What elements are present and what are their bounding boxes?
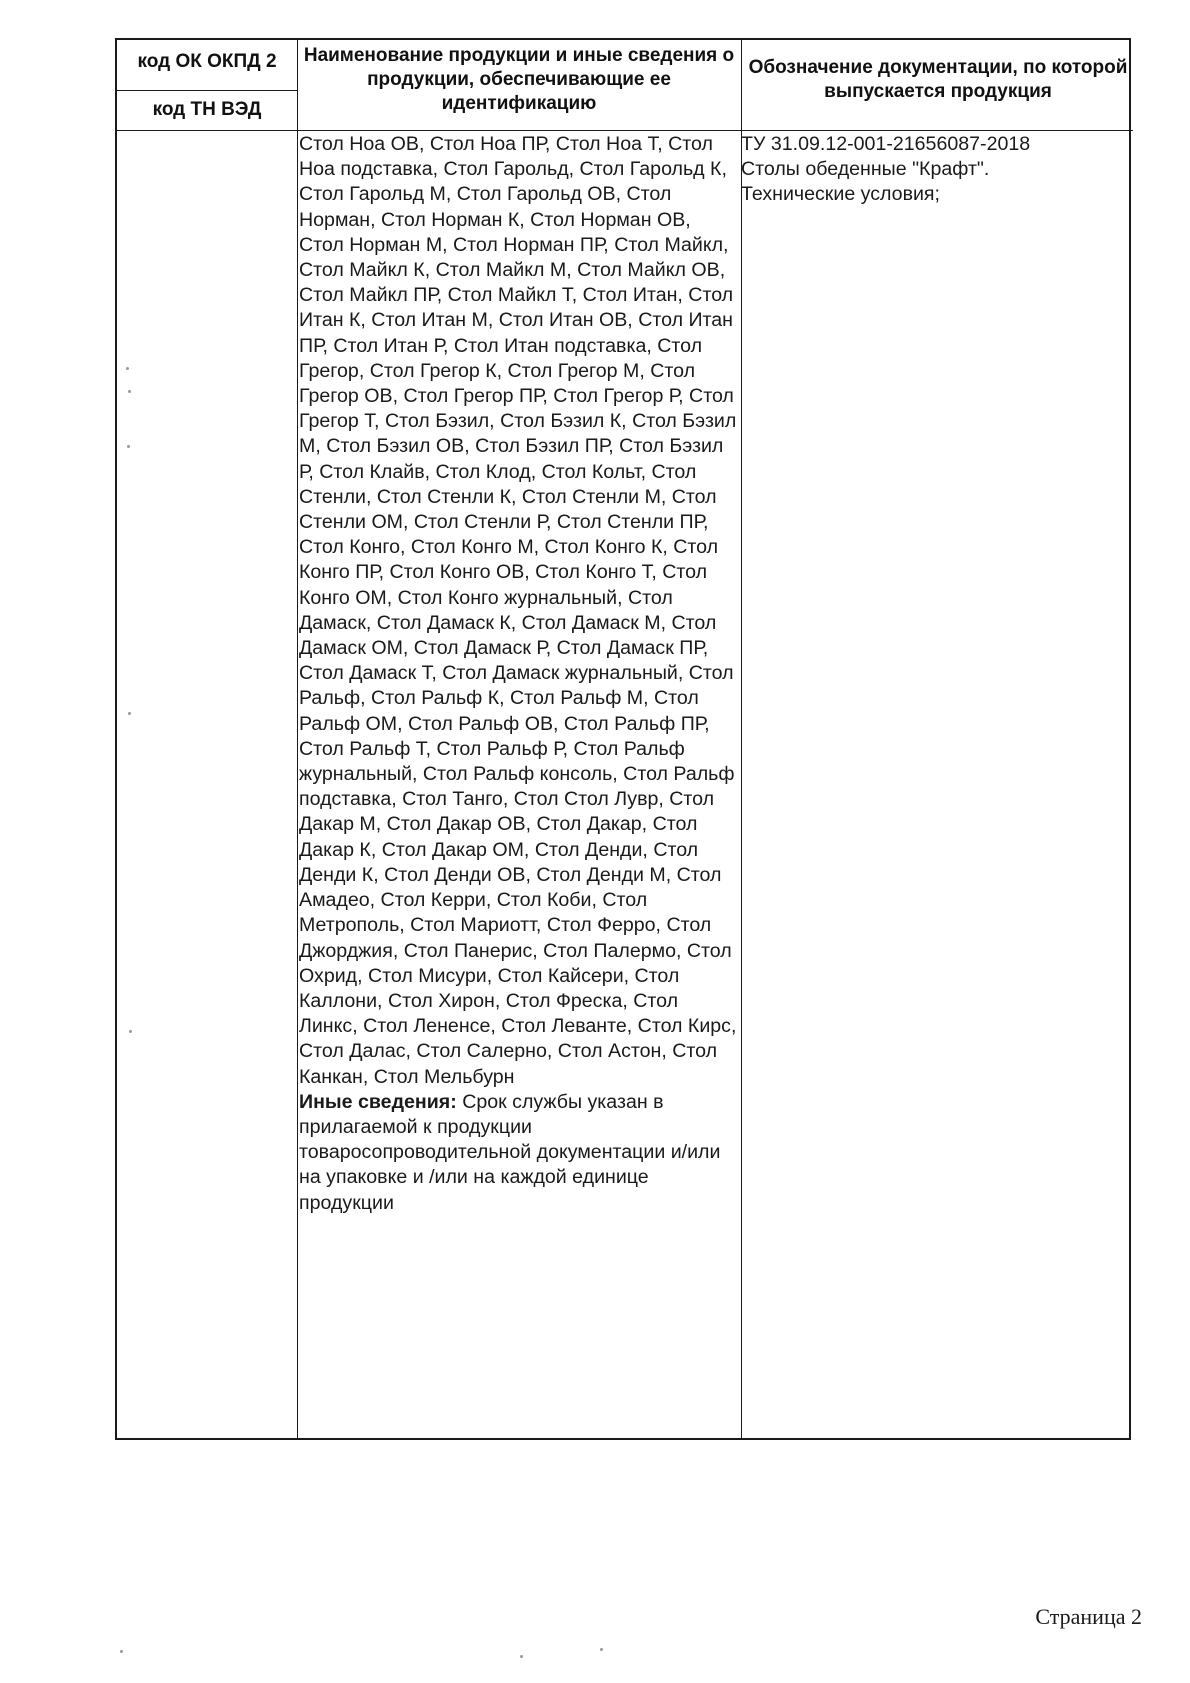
column-divider-code [297,40,298,1438]
header-documentation: Обозначение документации, по которой выпускается продукция [748,57,1128,102]
tu-title: Столы обеденные "Крафт". [741,158,990,181]
scan-speck [127,445,130,448]
other-info-label: Иные сведения: [299,1090,457,1113]
header-code-okpd: код ОК ОКПД 2 [137,51,277,72]
product-list-cell [299,132,737,1216]
other-info-paragraph [299,1090,737,1216]
scan-speck [126,367,129,370]
column-divider-name [741,40,742,1438]
scan-speck [129,1030,132,1033]
documentation-cell [741,132,1121,208]
scan-speck [520,1655,523,1658]
page-number: Страница 2 [1035,1604,1142,1629]
other-info-text: Срок службы указан в прилагаемой к продукции товаросопроводительной документации и/или на упаковке и /или на каждой единице продукции [299,1090,721,1214]
header-product-name: Наименование продукции и иные сведения о продукции, обеспечивающие ее идентификацию [303,45,735,114]
product-table [115,38,1131,1440]
scan-speck [600,1648,603,1651]
scan-speck [128,390,131,393]
scan-speck [128,712,131,715]
tu-code: ТУ 31.09.12-001-21656087-2018 [741,133,1031,155]
header-code-tnved: код ТН ВЭД [152,99,262,120]
scan-speck [120,1650,123,1653]
code-header-divider [117,90,297,91]
tu-subtitle: Технические условия; [741,183,940,206]
product-list-text: Стол Ноа ОВ, Стол Ноа ПР, Стол Ноа Т, Стол Ноа подставка, Стол Гарольд, Стол Гарольд К, Стол Гарольд М, Стол Гарольд ОВ, Стол Норман, Стол Норман К, Стол Норман ОВ, Стол Норман М, Стол Норман ПР, Стол Майкл, Стол Майкл К, Стол Майкл М, Стол Майкл ОВ, Стол Майкл ПР, Стол Майкл Т, Стол Итан, Стол Итан К, Стол Итан М, Стол Итан ОВ, Стол Итан ПР, Стол Итан Р, Стол Итан подставка, Стол Грегор, Стол Грегор К, Стол Грегор М, Стол Грегор ОВ, Стол Грегор ПР, Стол Грегор Р, Стол Грегор Т, Стол Бэзил, Стол Бэзил К, Стол Бэзил М, Стол Бэзил ОВ, Стол Бэзил ПР, Стол Бэзил Р, Стол Клайв, Стол Клод, Стол Кольт, Стол Стенли, Стол Стенли К, Стол Стенли М, Стол Стенли ОМ, Стол Стенли Р, Стол Стенли ПР, Стол Конго, Стол Конго М, Стол Конго К, Стол Конго ПР, Стол Конго ОВ, Стол Конго Т, Стол Конго ОМ, Стол Конго журнальный, Стол Дамаск, Стол Дамаск К, Стол Дамаск М, Стол Дамаск ОМ, Стол Дамаск Р, Стол Дамаск ПР, Стол Дамаск Т, Стол Дамаск журнальный, Стол Ральф, Стол Ральф К, Стол Ральф М, Стол Ральф ОМ, Стол Ральф ОВ, Стол Ральф ПР, Стол Ральф Т, Стол Ральф Р, Стол Ральф журнальный, Стол Ральф консоль, Стол Ральф подставка, Стол Танго, Стол Стол Лувр, Стол Дакар М, Стол Дакар ОВ, Стол Дакар, Стол Дакар К, Стол Дакар ОМ, Стол Денди, Стол Денди К, Стол Денди ОВ, Стол Денди М, Стол Амадео, Стол Керри, Стол Коби, Стол Метрополь, Стол Мариотт, Стол Ферро, Стол Джорджия, Стол Панерис, Стол Палермо, Стол Охрид, Стол Мисури, Стол Кайсери, Стол Каллони, Стол Хирон, Стол Фреска, Стол Линкс, Стол Лененсе, Стол Леванте, Стол Кирс, Стол Далас, Стол Салерно, Стол Астон, Стол Канкан, Стол Мельбурн [299,133,737,1088]
header-bottom-border [117,130,1133,131]
